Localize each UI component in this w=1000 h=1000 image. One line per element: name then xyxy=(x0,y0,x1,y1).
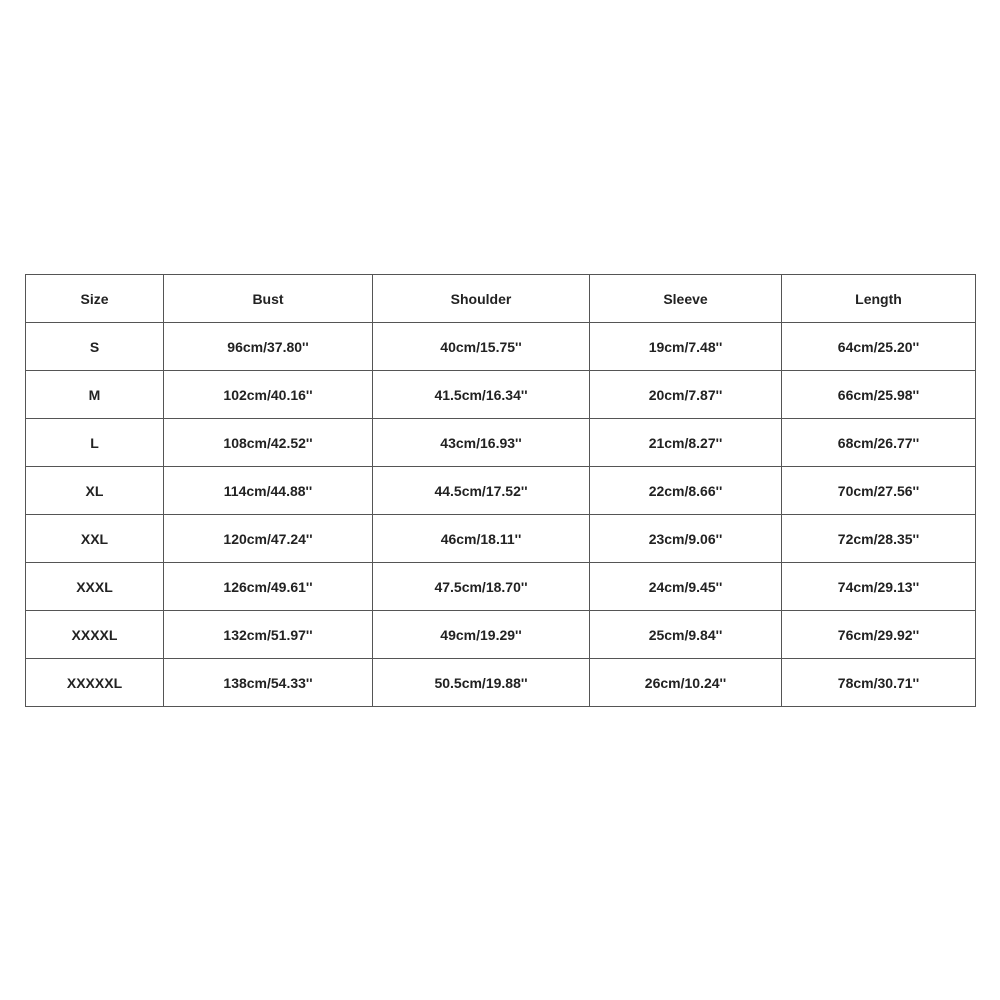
cell-shoulder: 50.5cm/19.88'' xyxy=(373,659,590,707)
cell-sleeve: 20cm/7.87'' xyxy=(590,371,782,419)
cell-sleeve: 25cm/9.84'' xyxy=(590,611,782,659)
cell-sleeve: 19cm/7.48'' xyxy=(590,323,782,371)
cell-bust: 138cm/54.33'' xyxy=(164,659,373,707)
header-bust: Bust xyxy=(164,275,373,323)
cell-bust: 132cm/51.97'' xyxy=(164,611,373,659)
cell-size: M xyxy=(26,371,164,419)
cell-shoulder: 47.5cm/18.70'' xyxy=(373,563,590,611)
header-sleeve: Sleeve xyxy=(590,275,782,323)
cell-bust: 120cm/47.24'' xyxy=(164,515,373,563)
table-row xyxy=(26,323,976,371)
cell-shoulder: 41.5cm/16.34'' xyxy=(373,371,590,419)
table-row xyxy=(26,515,976,563)
cell-sleeve: 22cm/8.66'' xyxy=(590,467,782,515)
cell-size: XXXXXL xyxy=(26,659,164,707)
cell-length: 78cm/30.71'' xyxy=(782,659,976,707)
cell-length: 74cm/29.13'' xyxy=(782,563,976,611)
cell-shoulder: 40cm/15.75'' xyxy=(373,323,590,371)
cell-length: 68cm/26.77'' xyxy=(782,419,976,467)
cell-sleeve: 21cm/8.27'' xyxy=(590,419,782,467)
cell-length: 72cm/28.35'' xyxy=(782,515,976,563)
cell-shoulder: 49cm/19.29'' xyxy=(373,611,590,659)
header-length: Length xyxy=(782,275,976,323)
cell-bust: 126cm/49.61'' xyxy=(164,563,373,611)
cell-size: XXL xyxy=(26,515,164,563)
cell-size: S xyxy=(26,323,164,371)
cell-bust: 96cm/37.80'' xyxy=(164,323,373,371)
table-row xyxy=(26,371,976,419)
cell-shoulder: 44.5cm/17.52'' xyxy=(373,467,590,515)
table-row xyxy=(26,563,976,611)
cell-bust: 102cm/40.16'' xyxy=(164,371,373,419)
cell-bust: 108cm/42.52'' xyxy=(164,419,373,467)
size-chart-table xyxy=(25,274,976,707)
cell-sleeve: 24cm/9.45'' xyxy=(590,563,782,611)
cell-bust: 114cm/44.88'' xyxy=(164,467,373,515)
cell-shoulder: 46cm/18.11'' xyxy=(373,515,590,563)
cell-size: XXXXL xyxy=(26,611,164,659)
cell-length: 66cm/25.98'' xyxy=(782,371,976,419)
table-row xyxy=(26,467,976,515)
header-size: Size xyxy=(26,275,164,323)
cell-length: 76cm/29.92'' xyxy=(782,611,976,659)
cell-sleeve: 26cm/10.24'' xyxy=(590,659,782,707)
table-row xyxy=(26,419,976,467)
table-row xyxy=(26,659,976,707)
cell-size: L xyxy=(26,419,164,467)
cell-size: XXXL xyxy=(26,563,164,611)
table-row xyxy=(26,611,976,659)
cell-sleeve: 23cm/9.06'' xyxy=(590,515,782,563)
cell-size: XL xyxy=(26,467,164,515)
cell-length: 70cm/27.56'' xyxy=(782,467,976,515)
header-row xyxy=(26,275,976,323)
cell-shoulder: 43cm/16.93'' xyxy=(373,419,590,467)
cell-length: 64cm/25.20'' xyxy=(782,323,976,371)
header-shoulder: Shoulder xyxy=(373,275,590,323)
